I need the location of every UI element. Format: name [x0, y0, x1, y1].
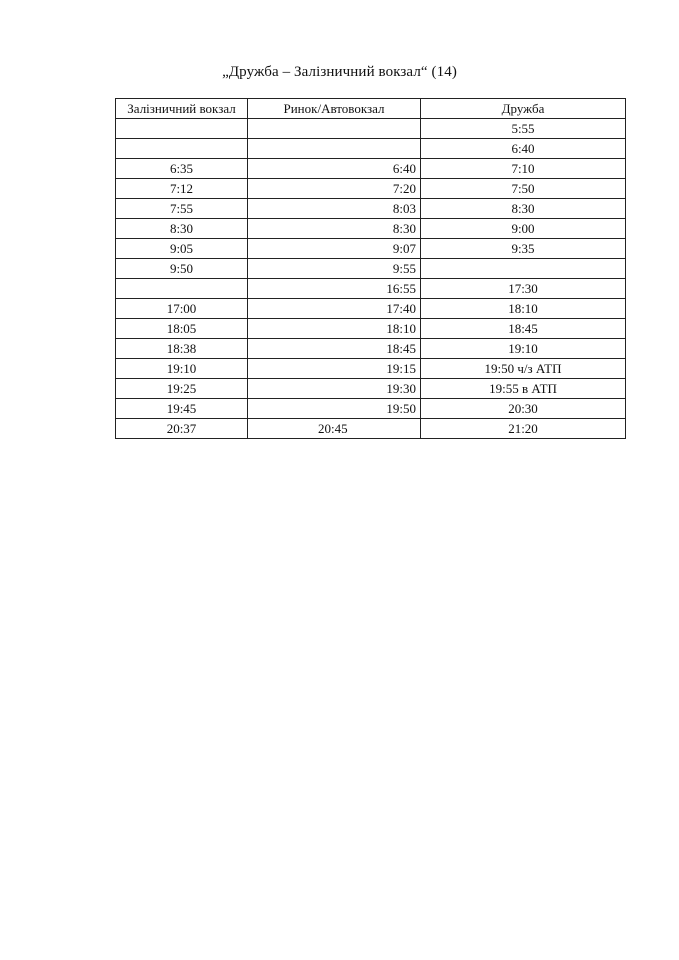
druzhba-time: 17:30 [421, 279, 626, 299]
railway-station-time: 18:05 [116, 319, 248, 339]
schedule-table [115, 98, 626, 439]
druzhba-time: 19:55 в АТП [421, 379, 626, 399]
table-row [116, 299, 626, 319]
market-time: 8:03 [248, 199, 421, 219]
header-railway-station: Залізничний вокзал [116, 99, 248, 119]
market-time: 19:15 [248, 359, 421, 379]
railway-station-time: 7:55 [116, 199, 248, 219]
railway-station-time: 8:30 [116, 219, 248, 239]
railway-station-time: 7:12 [116, 179, 248, 199]
market-time: 20:45 [248, 419, 421, 439]
market-time: 7:20 [248, 179, 421, 199]
druzhba-time: 20:30 [421, 399, 626, 419]
table-row [116, 139, 626, 159]
railway-station-time: 20:37 [116, 419, 248, 439]
railway-station-time: 19:10 [116, 359, 248, 379]
table-row [116, 419, 626, 439]
table-row [116, 179, 626, 199]
market-time [248, 139, 421, 159]
table-row [116, 119, 626, 139]
table-row [116, 259, 626, 279]
table-row [116, 319, 626, 339]
page-title: „Дружба – Залізничний вокзал“ (14) [222, 64, 457, 80]
market-time: 18:45 [248, 339, 421, 359]
table-row [116, 339, 626, 359]
druzhba-time [421, 259, 626, 279]
market-time: 9:55 [248, 259, 421, 279]
railway-station-time: 18:38 [116, 339, 248, 359]
druzhba-time: 7:50 [421, 179, 626, 199]
railway-station-time [116, 279, 248, 299]
druzhba-time: 7:10 [421, 159, 626, 179]
table-row [116, 379, 626, 399]
druzhba-time: 9:35 [421, 239, 626, 259]
market-time: 6:40 [248, 159, 421, 179]
railway-station-time: 19:45 [116, 399, 248, 419]
druzhba-time: 18:45 [421, 319, 626, 339]
railway-station-time: 17:00 [116, 299, 248, 319]
table-row [116, 279, 626, 299]
druzhba-time: 5:55 [421, 119, 626, 139]
railway-station-time [116, 119, 248, 139]
market-time: 9:07 [248, 239, 421, 259]
market-time: 19:50 [248, 399, 421, 419]
druzhba-time: 9:00 [421, 219, 626, 239]
table-row [116, 219, 626, 239]
market-time: 17:40 [248, 299, 421, 319]
railway-station-time: 19:25 [116, 379, 248, 399]
market-time [248, 119, 421, 139]
table-row [116, 399, 626, 419]
druzhba-time: 19:10 [421, 339, 626, 359]
table-row [116, 159, 626, 179]
table-row [116, 239, 626, 259]
market-time: 19:30 [248, 379, 421, 399]
header-row [116, 99, 626, 119]
druzhba-time: 6:40 [421, 139, 626, 159]
railway-station-time: 9:05 [116, 239, 248, 259]
market-time: 18:10 [248, 319, 421, 339]
header-market-bus-station: Ринок/Автовокзал [248, 99, 421, 119]
druzhba-time: 19:50 ч/з АТП [421, 359, 626, 379]
railway-station-time: 9:50 [116, 259, 248, 279]
railway-station-time: 6:35 [116, 159, 248, 179]
railway-station-time [116, 139, 248, 159]
market-time: 16:55 [248, 279, 421, 299]
market-time: 8:30 [248, 219, 421, 239]
table-row [116, 359, 626, 379]
table-row [116, 199, 626, 219]
druzhba-time: 21:20 [421, 419, 626, 439]
druzhba-time: 8:30 [421, 199, 626, 219]
header-druzhba: Дружба [421, 99, 626, 119]
druzhba-time: 18:10 [421, 299, 626, 319]
